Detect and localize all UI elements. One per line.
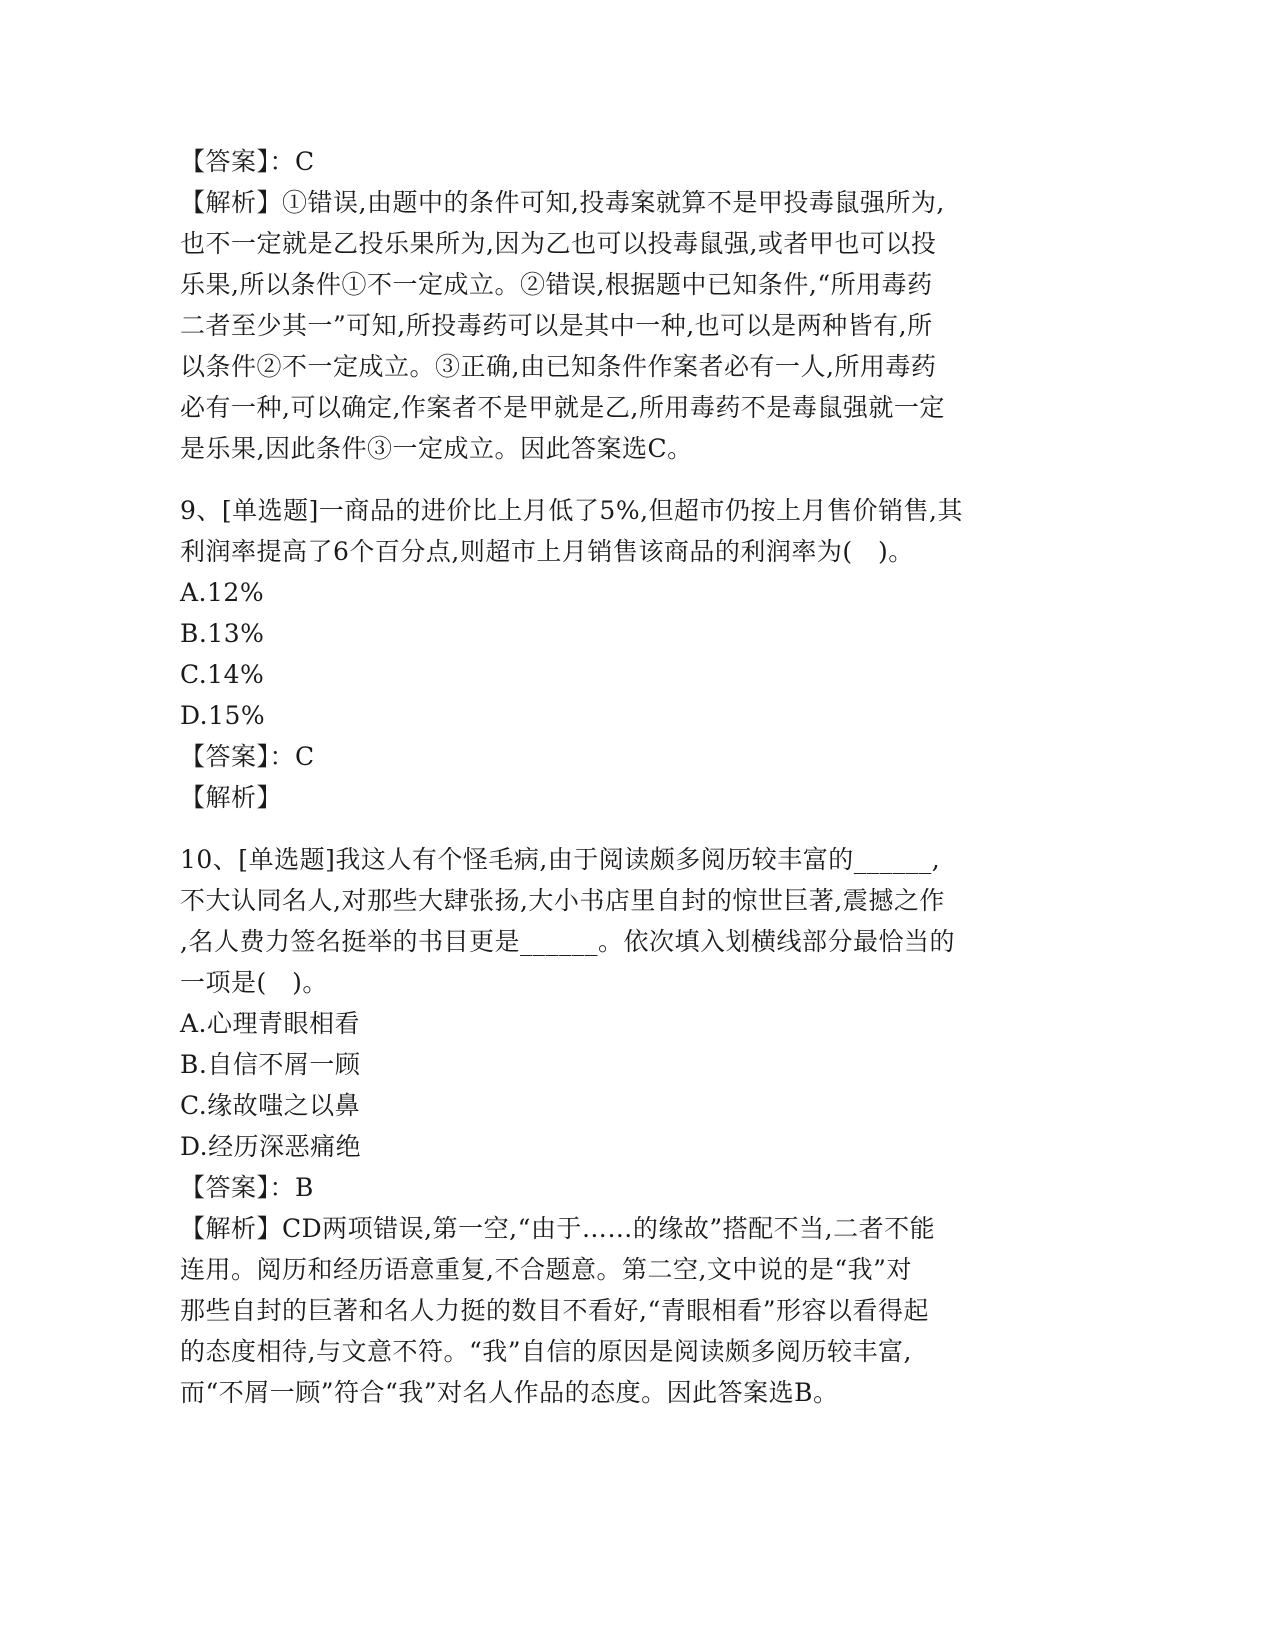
analysis-line: 连用。阅历和经历语意重复,不合题意。第二空,文中说的是“我”对 <box>180 1255 912 1284</box>
analysis-line: 的态度相待,与文意不符。“我”自信的原因是阅读颇多阅历较丰富, <box>180 1337 912 1366</box>
analysis-line: 而“不屑一顾”符合“我”对名人作品的态度。因此答案选B。 <box>180 1378 839 1407</box>
option-c: C.缘故嗤之以鼻 <box>180 1091 361 1120</box>
analysis-line: 【解析】①错误,由题中的条件可知,投毒案就算不是甲投毒鼠强所为, <box>180 188 945 217</box>
question-stem: 9、[单选题]一商品的进价比上月低了5%,但超市仍按上月售价销售,其 <box>180 496 963 525</box>
analysis-label: 【解析】 <box>180 783 283 812</box>
option-d: D.15% <box>180 701 266 730</box>
question-stem: 一项是( )。 <box>180 968 328 997</box>
analysis-line: 那些自封的巨著和名人力挺的数目不看好,“青眼相看”形容以看得起 <box>180 1296 930 1325</box>
analysis-line: 乐果,所以条件①不一定成立。②错误,根据题中已知条件,“所用毒药 <box>180 270 933 299</box>
analysis-line: 也不一定就是乙投乐果所为,因为乙也可以投毒鼠强,或者甲也可以投 <box>180 229 937 258</box>
option-d: D.经历深恶痛绝 <box>180 1132 362 1161</box>
analysis-line: 【解析】CD两项错误,第一空,“由于……的缘故”搭配不当,二者不能 <box>180 1214 936 1243</box>
option-b: B.自信不屑一顾 <box>180 1050 361 1079</box>
question-stem: 10、[单选题]我这人有个怪毛病,由于阅读颇多阅历较丰富的______, <box>180 845 941 874</box>
analysis-line: 以条件②不一定成立。③正确,由已知条件作案者必有一人,所用毒药 <box>180 352 937 381</box>
question-stem: 利润率提高了6个百分点,则超市上月销售该商品的利润率为( )。 <box>180 537 914 566</box>
analysis-line: 必有一种,可以确定,作案者不是甲就是乙,所用毒药不是毒鼠强就一定 <box>180 393 945 422</box>
answer-label: 【答案】：C <box>180 147 315 176</box>
analysis-line: 是乐果,因此条件③一定成立。因此答案选C。 <box>180 434 693 463</box>
option-b: B.13% <box>180 619 265 648</box>
option-a: A.心理青眼相看 <box>180 1009 361 1038</box>
option-a: A.12% <box>180 578 265 607</box>
option-c: C.14% <box>180 660 265 689</box>
answer-label: 【答案】：B <box>180 1173 314 1202</box>
question-stem: ,名人费力签名挺举的书目更是______。依次填入划横线部分最恰当的 <box>180 927 955 956</box>
analysis-line: 二者至少其一”可知,所投毒药可以是其中一种,也可以是两种皆有,所 <box>180 311 933 340</box>
question-stem: 不大认同名人,对那些大肆张扬,大小书店里自封的惊世巨著,震撼之作 <box>180 886 945 915</box>
answer-label: 【答案】：C <box>180 742 315 771</box>
